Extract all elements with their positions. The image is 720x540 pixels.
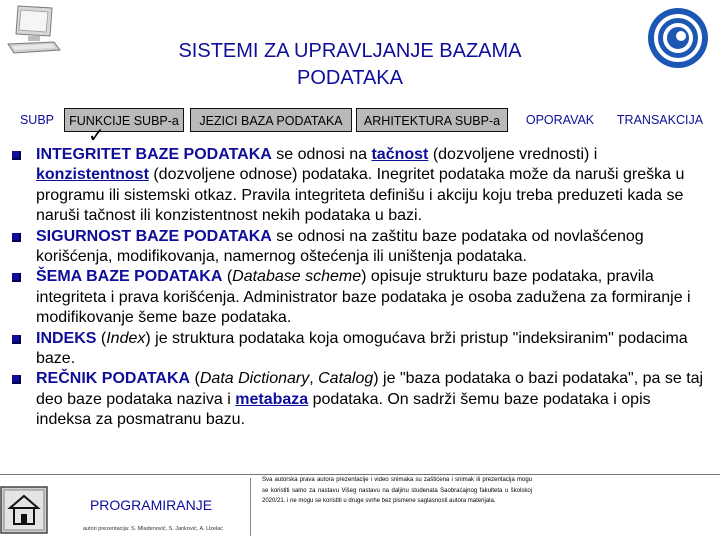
bullet-text: ) opisuje strukturu baze podataka, pravila integriteta i prava korišćenja. Administrator baze podataka je osoba zadužena za formiranje i modifikovanje šeme baze podataka. [36,268,691,327]
bullet-sema [0,267,720,328]
footer-copyright-notice: Sva autorska prava autora prezentacije i video snimaka su zaštićena i snimak ili prezentacija mogu se koristiti samo za nastavu Višeg nastavu na daljinu studenata Saobraćajnog fakulteta u školskoj 2020/21. i ne mogu se koristiti u druge svrhe bez pismene saglasnosti autora materijala. [262,477,532,504]
term-data-dictionary: Data Dictionary [199,370,310,388]
square-bullet-icon [12,335,21,344]
bullet-text: podataka. On sadrži šemu baze podataka i opis indeksa za posmatranu bazu. [36,390,651,429]
bullet-text: ) je "baza podataka o bazi podataka", pa se taj deo baze podataka naziva i [36,370,704,408]
bullet-text: ) je struktura podataka koja omogućava brži pristup "indeksiranim" podacima baze. [36,329,688,368]
nav-funkcije-subp[interactable]: FUNKCIJE SUBP-a [64,108,184,132]
bullet-text: , [309,370,319,388]
computer-icon [4,2,62,58]
footer-separator [250,478,251,536]
term-catalog: Catalog [318,370,374,388]
term-sigurnost: SIGURNOST BAZE PODATAKA [36,227,272,245]
nav-transakcija[interactable]: TRANSAKCIJA [616,113,704,127]
square-bullet-icon [12,375,21,384]
nav-subp[interactable]: SUBP [19,113,55,127]
home-icon[interactable] [0,486,48,534]
term-tacnost: tačnost [371,146,429,163]
slide-title [110,38,590,92]
bullet-text: se odnosi na [271,146,372,163]
square-bullet-icon [12,233,21,242]
bullet-text: ( [222,268,233,286]
bullet-integritet [0,145,720,227]
bullet-text: se odnosi na zaštitu baze podataka od novlašćenog korišćenja, modifikovanja, namernog oštećenja ili uništenja podataka. [36,227,644,266]
term-metabaza: metabaza [235,390,309,408]
term-integritet: INTEGRITET BAZE PODATAKA [36,146,272,163]
term-index: Index [106,329,146,347]
bullet-list [0,145,720,431]
footer-authors: autori prezentacija: S. Mladenović, S. Janković, A. Uzelac [82,526,223,532]
term-sema: ŠEMA BAZE PODATAKA [36,268,223,286]
nav-arhitektura-subp[interactable]: ARHITEKTURA SUBP-a [356,108,508,132]
faculty-logo-icon [646,6,710,70]
square-bullet-icon [12,273,21,282]
bullet-text: (dozvoljene vrednosti) i [428,146,598,163]
square-bullet-icon [12,151,21,160]
bullet-recnik [0,369,720,430]
term-database-scheme: Database scheme [232,268,362,286]
bullet-text: (dozvoljene odnose) podataka. Inegritet podataka može da naruši greška u programu ili sistemski otkaz. Pravila integriteta definišu i akciju koju treba preduzeti kada se naruši tačnost ili konzistentnost nekih podataka u bazi. [36,166,685,225]
footer-course-title: PROGRAMIRANJE [89,497,213,513]
bullet-indeks [0,329,720,370]
nav-jezici-baza-podataka[interactable]: JEZICI BAZA PODATAKA [190,108,352,132]
slide-title-line1: SISTEMI ZA UPRAVLJANJE BAZAMA [178,40,522,62]
bullet-text: ( [96,329,107,347]
term-konzistentnost: konzistentnost [36,166,149,184]
checkmark-icon: ✓ [88,125,105,147]
term-indeks: INDEKS [36,329,97,347]
bullet-sigurnost [0,227,720,268]
slide-title-line2: PODATAKA [297,67,403,89]
nav-oporavak[interactable]: OPORAVAK [525,113,595,127]
term-recnik: REČNIK PODATAKA [36,370,191,388]
bullet-text: ( [190,370,200,388]
